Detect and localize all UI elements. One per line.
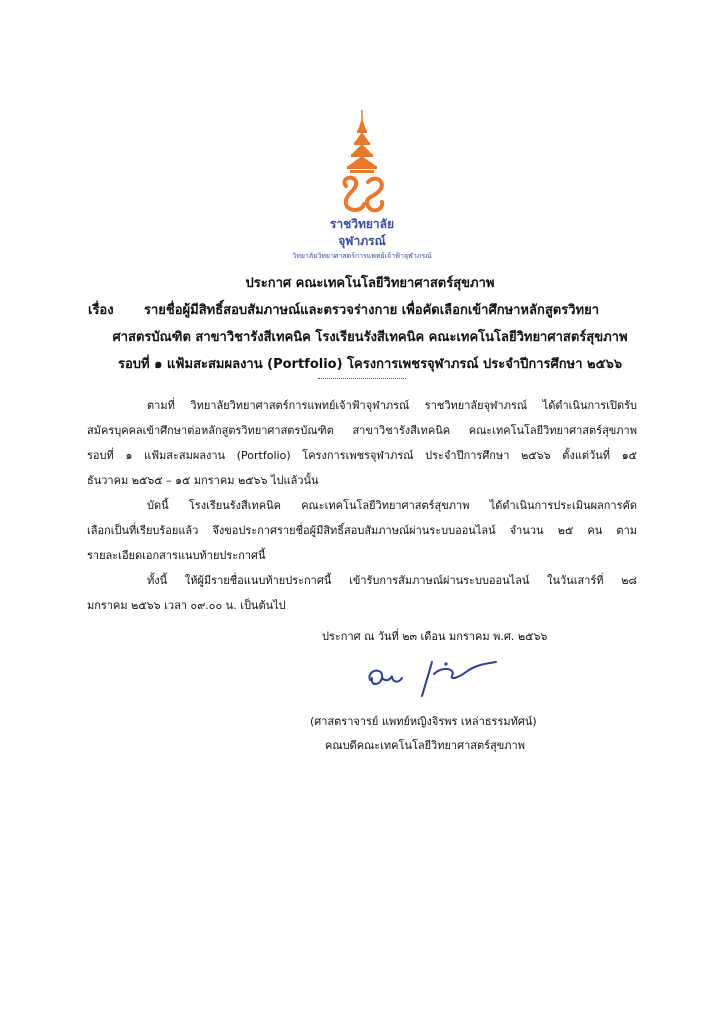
paragraph1-line: รอบที่ ๑ แฟ้มสะสมผลงาน (Portfolio) โครงการเพชรจุฬาภรณ์ ประจำปีการศึกษา ๒๕๖๖ ตั้งแต่วันที่ ๑๕ — [87, 449, 637, 462]
signer-name: (ศาสตราจารย์ แพทย์หญิงจิรพร เหล่าธรรมทัศน์) — [310, 715, 537, 728]
announcement-body — [87, 393, 637, 618]
announcement-title — [80, 270, 660, 378]
subject-line-1: รายชื่อผู้มีสิทธิ์สอบสัมภาษณ์และตรวจร่างกาย เพื่อคัดเลือกเข้าศึกษาหลักสูตรวิทยา — [144, 303, 599, 318]
paragraph1-line: สมัครบุคคลเข้าศึกษาต่อหลักสูตรวิทยาศาสตรบัณฑิต สาขาวิชารังสีเทคนิค คณะเทคโนโลยีวิทยาศาสตร์สุขภาพ — [87, 424, 637, 437]
dotted-divider — [318, 378, 406, 379]
crown-emblem-icon — [310, 108, 414, 218]
announcement-date: ประกาศ ณ วันที่ ๒๓ เดือน มกราคม พ.ศ. ๒๕๖๖ — [322, 630, 548, 643]
paragraph3-line: ทั้งนี้ ให้ผู้มีรายชื่อแนบท้ายประกาศนี้ เข้ารับการสัมภาษณ์ผ่านระบบออนไลน์ ในวันเสาร์ที่ ๒๘ — [147, 574, 637, 587]
subject-line-2: ศาสตรบัณฑิต สาขาวิชารังสีเทคนิค โรงเรียนรังสีเทคนิค คณะเทคโนโลยีวิทยาศาสตร์สุขภาพ — [112, 330, 628, 345]
paragraph3-line: มกราคม ๒๕๖๖ เวลา ๐๙.๐๐ น. เป็นต้นไป — [87, 599, 286, 612]
announcement-heading: ประกาศ คณะเทคโนโลยีวิทยาศาสตร์สุขภาพ — [245, 276, 495, 291]
paragraph2-line: บัดนี้ โรงเรียนรังสีเทคนิค คณะเทคโนโลยีวิทยาศาสตร์สุขภาพ ได้ดำเนินการประเมินผลการคัด — [147, 499, 637, 512]
signer-title: คณบดีคณะเทคโนโลยีวิทยาศาสตร์สุขภาพ — [325, 739, 525, 752]
logo-name-line2: จุฬาภรณ์ — [338, 234, 386, 248]
subject-label: เรื่อง — [88, 303, 114, 318]
subject-row — [80, 297, 660, 324]
logo-name-line1: ราชวิทยาลัย — [329, 217, 395, 231]
handwritten-signature — [362, 652, 502, 702]
paragraph1-line: ตามที่ วิทยาลัยวิทยาศาสตร์การแพทย์เจ้าฟ้าจุฬาภรณ์ ราชวิทยาลัยจุฬาภรณ์ ได้ดำเนินการเปิดรับ — [147, 399, 637, 412]
logo-subtitle: วิทยาลัยวิทยาศาสตร์การแพทย์เจ้าฟ้าจุฬาภรณ์ — [292, 252, 432, 260]
paragraph1-line: ธันวาคม ๒๕๖๕ – ๑๕ มกราคม ๒๕๖๖ ไปแล้วนั้น — [87, 474, 319, 487]
subject-line-3: รอบที่ ๑ แฟ้มสะสมผลงาน (Portfolio) โครงการเพชรจุฬาภรณ์ ประจำปีการศึกษา ๒๕๖๖ — [118, 357, 622, 372]
paragraph2-line: รายละเอียดเอกสารแนบท้ายประกาศนี้ — [87, 549, 266, 562]
paragraph2-line: เลือกเป็นที่เรียบร้อยแล้ว จึงขอประกาศรายชื่อผู้มีสิทธิ์สอบสัมภาษณ์ผ่านระบบออนไลน์ จำนวน ๒๕ คน ตาม — [87, 524, 637, 537]
